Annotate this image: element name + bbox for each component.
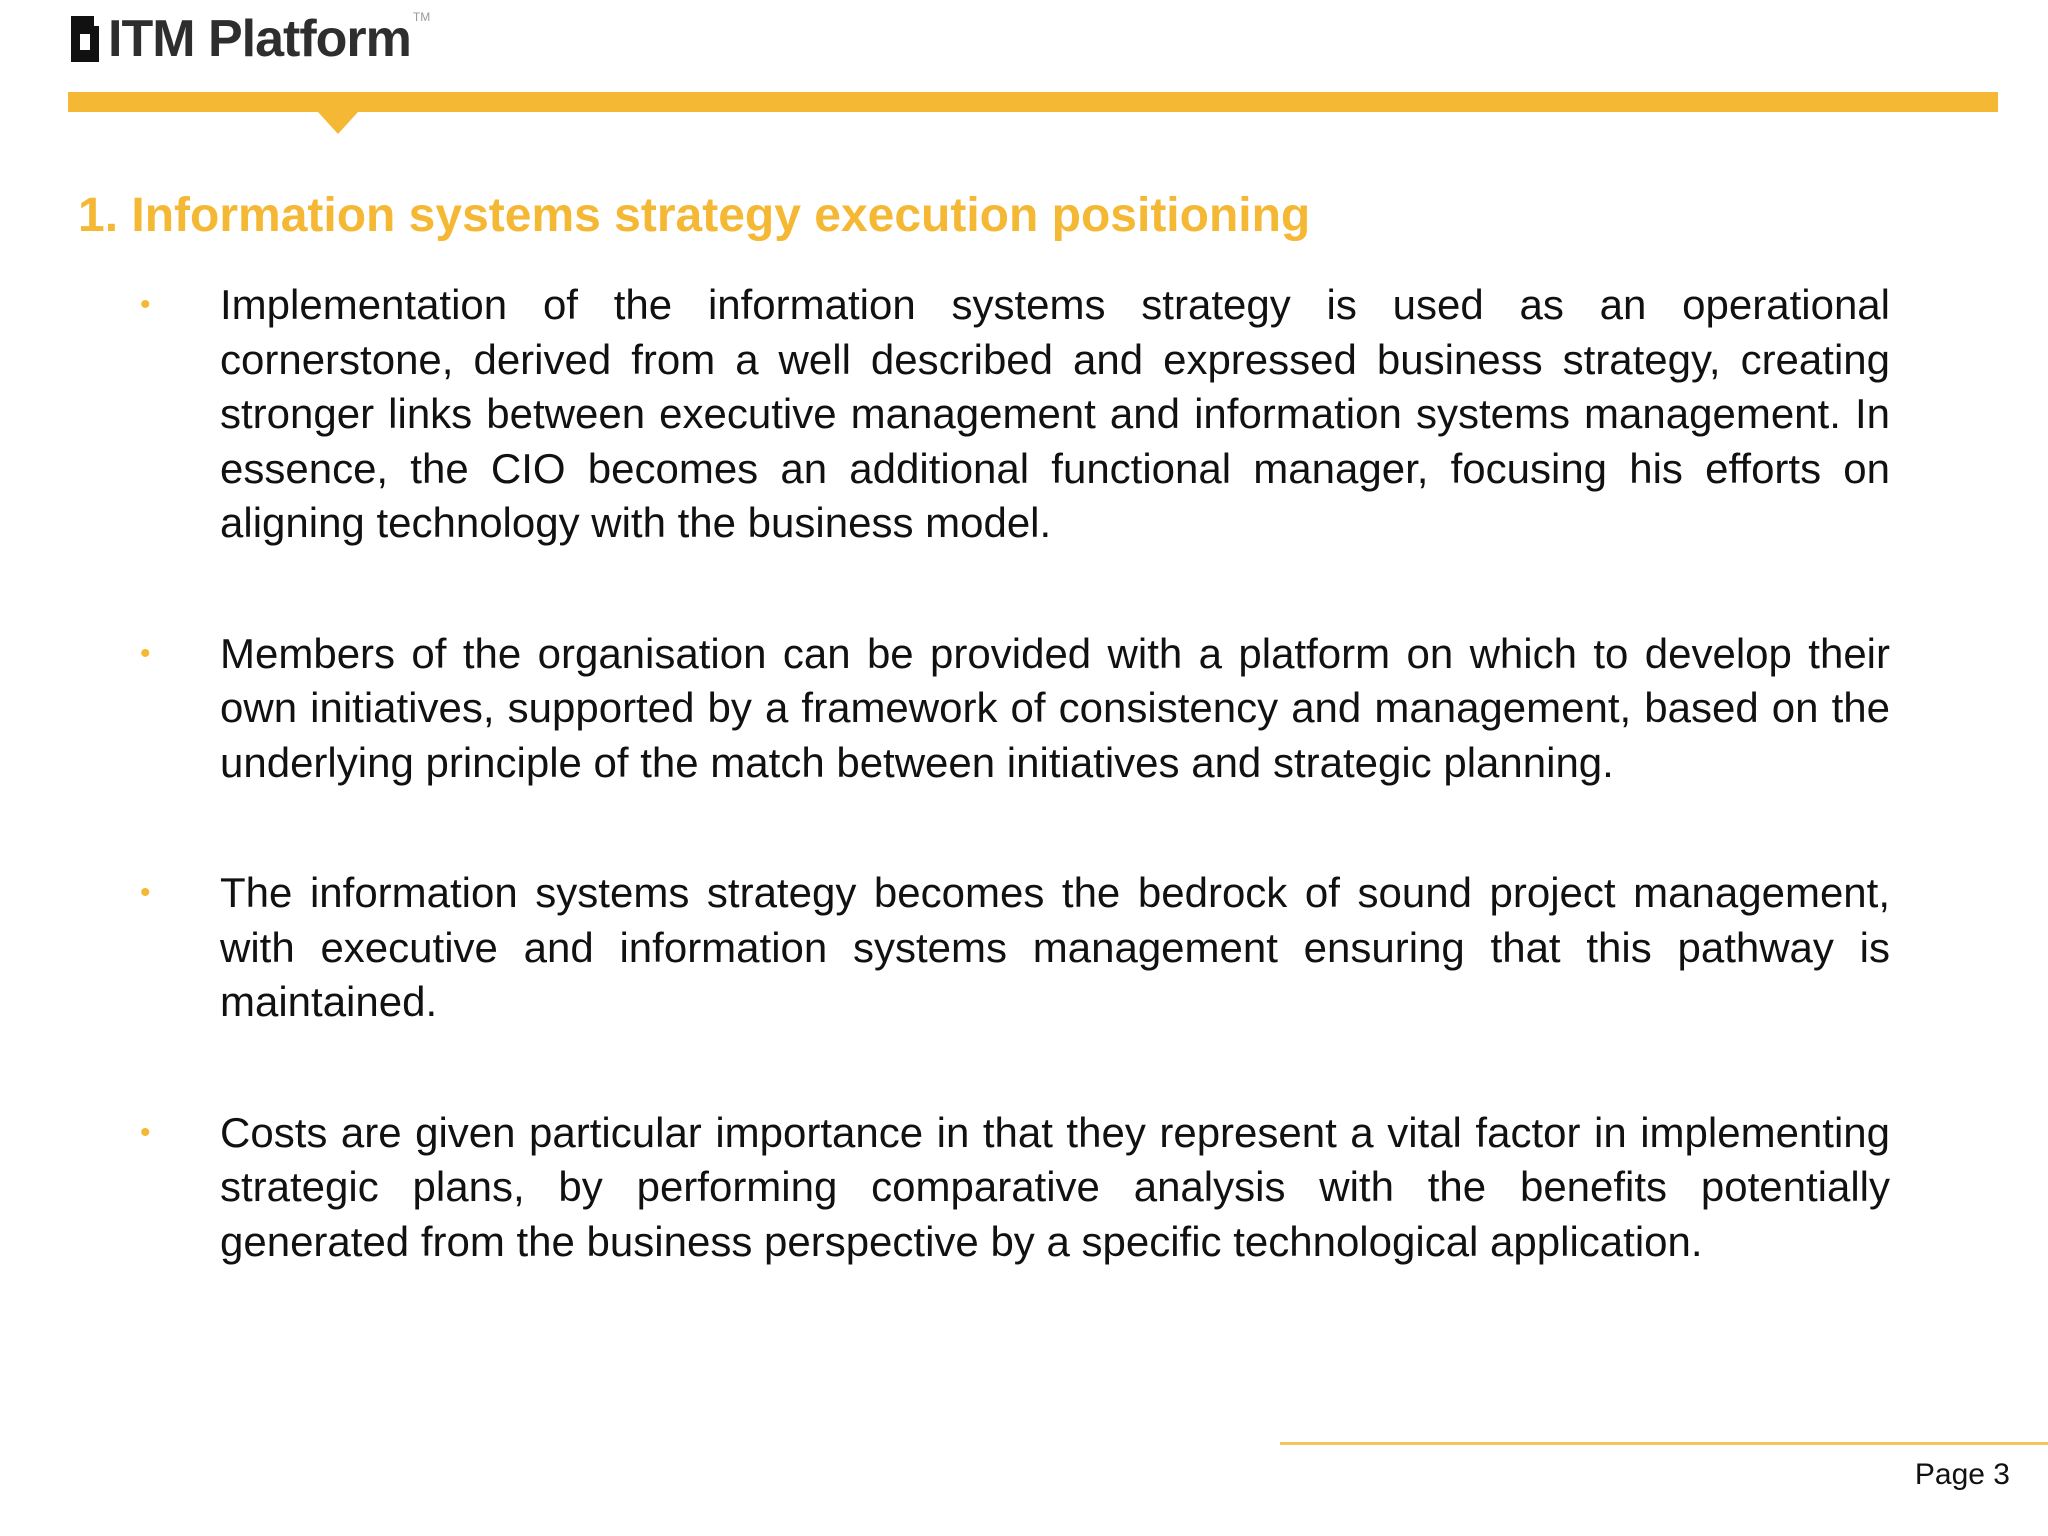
logo-text: ITM Platform <box>108 10 411 68</box>
itm-logo-icon <box>68 12 102 66</box>
bullet-item <box>138 627 1890 791</box>
section-title: 1. Information systems strategy execution positioning <box>78 189 1311 242</box>
bullet-dot-icon: • <box>140 1115 151 1149</box>
page-number: Page 3 <box>1914 1458 2010 1491</box>
header-accent-bar <box>68 92 1998 112</box>
footer-divider <box>1280 1442 2048 1445</box>
page-header <box>0 0 2048 140</box>
bullet-list <box>138 278 1890 1269</box>
bullet-dot-icon: • <box>140 876 151 909</box>
bullet-text: The information systems strategy becomes the bedrock of sound project management, with executive and information systems management ensuring that this pathway is maintained. <box>220 869 1890 1025</box>
bullet-text: Implementation of the information systems strategy is used as an operational cornerstone, derived from a well described and expressed business strategy, creating stronger links between executive management and information systems management. In essence, the CIO becomes an additional functional manager, focusing his efforts on aligning technology with the business model. <box>220 281 1890 546</box>
bullet-item <box>138 278 1890 551</box>
header-notch-pointer <box>318 112 358 134</box>
bullet-item <box>138 1106 1890 1270</box>
logo-trademark: TM <box>412 10 431 24</box>
bullet-dot-icon: • <box>140 636 151 670</box>
company-logo <box>68 6 430 72</box>
bullet-text: Costs are given particular importance in that they represent a vital factor in implementing strategic plans, by performing comparative analysis with the benefits potentially generated from the business perspective by a specific technological application. <box>220 1108 1890 1265</box>
bullet-dot-icon: • <box>140 288 151 321</box>
bullet-item <box>138 866 1890 1030</box>
bullet-text: Members of the organisation can be provided with a platform on which to develop their own initiatives, supported by a framework of consistency and management, based on the underlying principle of the match between initiatives and strategic planning. <box>220 629 1890 786</box>
